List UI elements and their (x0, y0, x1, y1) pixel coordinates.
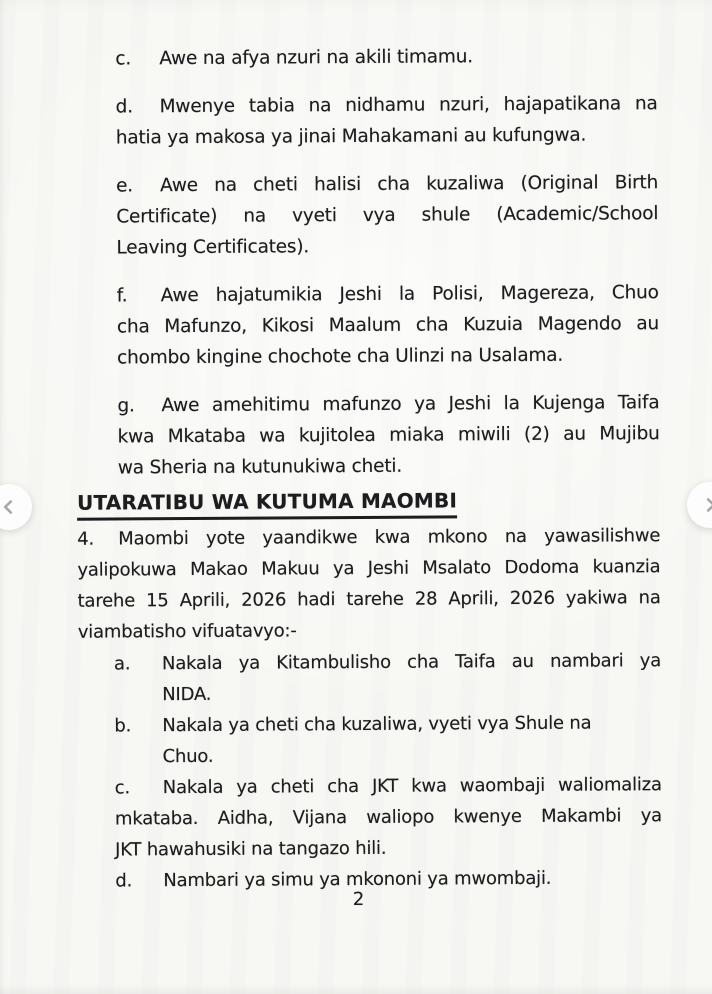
list-item-label: a. (113, 653, 131, 675)
text-line: chombo kingine chochote cha Ulinzi na Usalama. (117, 344, 564, 369)
text-line: yalipokuwa Makao Makuu ya Jeshi Msalato Dodoma kuanzia (77, 556, 661, 581)
list-item-c (115, 40, 657, 74)
list-item-label: f. (116, 285, 128, 307)
chevron-left-icon (0, 496, 20, 518)
text-line: Certificate) na vyeti vya shule (Academic/School (116, 203, 659, 228)
text-segment: Mwenye tabia na nidhamu nzuri, hajapatikana na (159, 93, 658, 118)
page-number: 2 (352, 888, 365, 911)
text-line: wa Sheria na kutunukiwa cheti. (117, 455, 403, 479)
text-segment: Nakala ya cheti cha JKT kwa waombaji waliomaliza (162, 774, 662, 799)
text-segment: Awe hajatumikia Jeshi la Polisi, Magereza, Chuo (160, 282, 659, 307)
text-line (117, 277, 659, 311)
paragraph-4 (77, 520, 661, 648)
attachments-list (114, 645, 663, 896)
text-segment: Nambari ya simu ya mkononi ya mwombaji. (163, 867, 552, 892)
text-line: viambatisho vifuatavyo:- (77, 620, 297, 643)
list-item-d (116, 88, 658, 153)
text-segment: Awe na afya nzuri na akili timamu. (159, 46, 473, 70)
text-line: tarehe 15 Aprili, 2026 hadi tarehe 28 Aprili, 2026 yakiwa na (77, 587, 661, 612)
text-line: kwa Mkataba wa kujitolea miaka miwili (2) au Mujibu (117, 423, 660, 448)
text-segment: Nakala ya Kitambulisho cha Taifa au nambari ya (161, 650, 662, 675)
section-heading-row (77, 486, 457, 520)
text-line (117, 387, 659, 421)
attachment-item-a (114, 645, 661, 710)
list-item-label: b. (114, 715, 132, 737)
text-segment: Nakala ya cheti cha kuzaliwa, vyeti vya Shule na (162, 712, 592, 737)
chevron-right-icon (699, 494, 712, 516)
attachment-item-c (115, 769, 663, 865)
text-segment: Awe na cheti halisi cha kuzaliwa (Original Birth (160, 172, 659, 197)
text-line (116, 167, 658, 201)
text-line: NIDA. (162, 683, 212, 706)
list-item-label: c. (115, 48, 132, 70)
text-line: JKT hawahusiki na tangazo hili. (115, 837, 387, 861)
text-segment: Awe amehitimu mafunzo ya Jeshi la Kujenga Taifa (161, 392, 660, 417)
list-item-label: e. (116, 175, 134, 197)
list-item-f (117, 277, 660, 373)
attachment-item-b (114, 707, 661, 772)
text-line (115, 769, 662, 803)
list-item-e (116, 167, 659, 263)
text-line (77, 520, 660, 555)
text-line (114, 707, 661, 741)
list-item-label: d. (115, 96, 133, 118)
text-line: cha Mafunzo, Kikosi Maalum cha Kuzuia Magendo au (116, 313, 660, 338)
list-item-label: d. (115, 870, 133, 892)
list-item-label: g. (117, 395, 135, 417)
text-segment: Maombi yote yaandikwe kwa mkono na yawasilishwe (118, 525, 661, 550)
text-line: Leaving Certificates). (116, 236, 310, 259)
text-line: hatia ya makosa ya jinai Mahakamani au kufungwa. (115, 124, 587, 149)
text-line: Chuo. (162, 745, 214, 768)
section-heading: UTARATIBU WA KUTUMA MAOMBI (77, 487, 457, 520)
text-line (115, 40, 657, 74)
text-line (116, 88, 658, 122)
text-line (113, 645, 662, 679)
requirements-list (115, 40, 660, 500)
text-line: mkataba. Aidha, Vijana waliopo kwenye Makambi ya (114, 805, 663, 830)
list-item-label: c. (114, 777, 131, 799)
list-item-g (117, 387, 660, 483)
paragraph-number-label: 4. (77, 528, 95, 550)
